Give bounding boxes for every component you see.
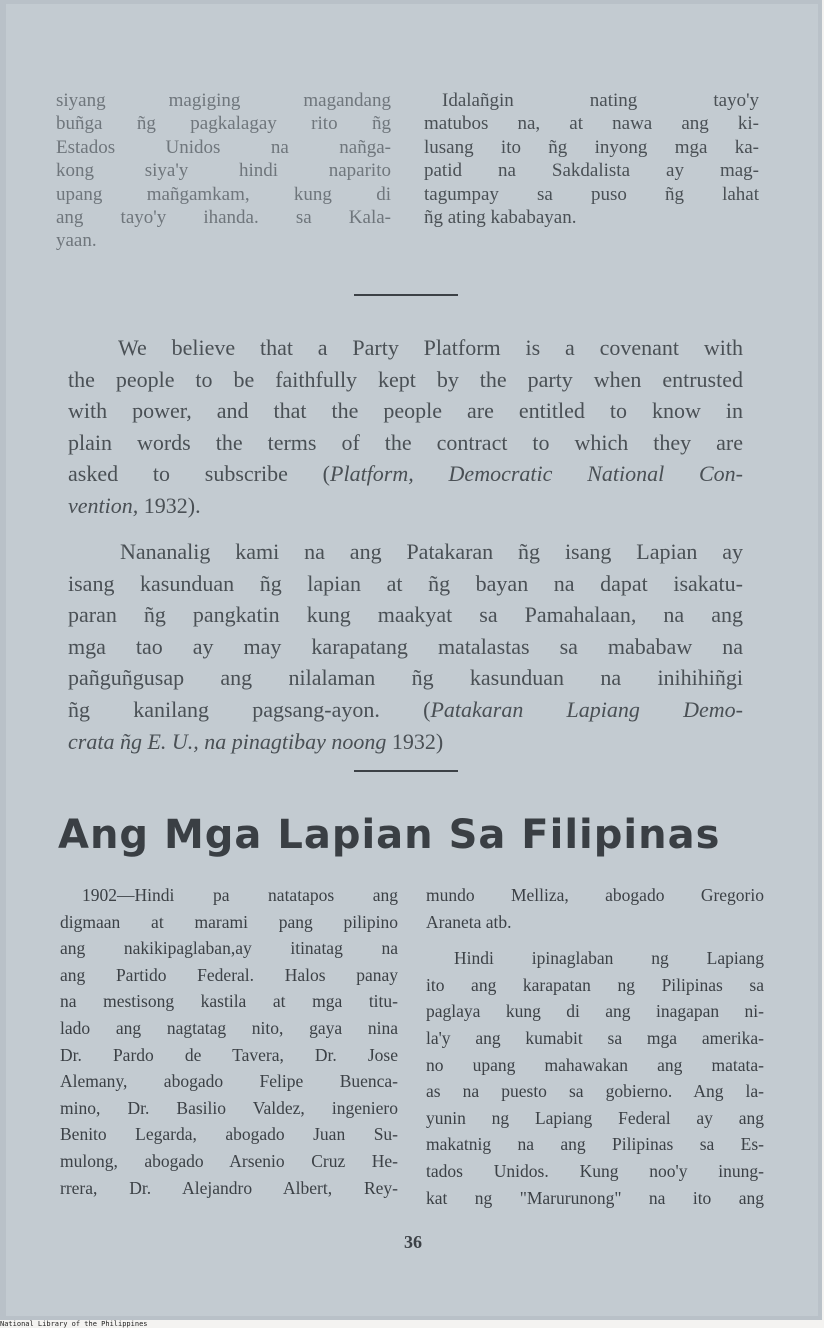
text-line: mga tao ay may karapatang matalastas sa mababaw na (68, 633, 743, 659)
article-heading: Ang Mga Lapian Sa Filipinas (58, 812, 721, 858)
citation-text: crata ñg E. U., na pinagtibay noong (68, 728, 387, 754)
text-line: ang Partido Federal. Halos panay (60, 964, 398, 985)
text-line: makatnig na ang Pilipinas sa Es- (426, 1134, 764, 1155)
text-line: Hindi ipinaglaban ng Lapiang (454, 948, 764, 969)
text-line: Estados Unidos na nañga- (56, 136, 391, 158)
text-line: Idalañgin nating tayo'y (442, 90, 759, 111)
text-line: mino, Dr. Basilio Valdez, ingeniero (60, 1097, 398, 1118)
text-line: Benito Legarda, abogado Juan Su- (60, 1124, 398, 1145)
top-left-column (56, 89, 391, 253)
text-line: yaan. (56, 230, 97, 252)
text-line: with power, and that the people are entitled to know in (68, 398, 743, 424)
text-line: Araneta atb. (426, 911, 512, 932)
text-line: mulong, abogado Arsenio Cruz He- (60, 1150, 398, 1171)
text-line: plain words the terms of the contract to which they are (68, 429, 743, 455)
text-line: paran ñg pangkatin kung maakyat sa Pamahalaan, na ang (68, 602, 743, 628)
text-line: tados Unidos. Kung noo'y inung- (426, 1160, 764, 1181)
text-line: digmaan at marami pang pilipino (60, 911, 398, 932)
text-span: asked to subscribe ( (68, 461, 331, 487)
text-line (68, 726, 743, 758)
text-line: ang tayo'y ihanda. sa Kala- (56, 207, 391, 229)
library-footer: National Library of the Philippines (0, 1320, 148, 1328)
text-line: ñg ating kababayan. (424, 207, 577, 229)
text-line: Dr. Pardo de Tavera, Dr. Jose (60, 1044, 398, 1065)
text-line: isang kasunduan ñg lapian at ñg bayan na dapat isakatu- (68, 570, 743, 596)
text-line: mundo Melliza, abogado Gregorio (426, 885, 764, 905)
text-line: lado ang nagtatag nito, gaya nina (60, 1017, 398, 1038)
text-line: upang mañgamkam, kung di (56, 183, 391, 205)
text-line: lusang ito ñg inyong mga ka- (424, 136, 759, 158)
text-line: the people to be faithfully kept by the party when entrusted (68, 366, 743, 392)
citation-text: Platform, Democratic National Con- (330, 461, 743, 487)
text-line: as na puesto sa gobierno. Ang la- (426, 1081, 764, 1102)
text-span: 1932). (138, 492, 201, 518)
text-line: kat ng "Marurunong" na ito ang (426, 1187, 764, 1208)
text-line: la'y ang kumabit sa mga amerika- (426, 1027, 764, 1048)
english-quote-paragraph (68, 332, 743, 522)
bottom-left-column (60, 882, 398, 1201)
text-line: Nananalig kami na ang Patakaran ñg isang Lapian ay (120, 539, 743, 564)
text-line: no upang mahawakan ang matata- (426, 1054, 764, 1075)
text-line: yunin ng Lapiang Federal ay ang (426, 1107, 764, 1128)
citation-text: Patakaran Lapiang Demo- (430, 696, 744, 722)
text-line (68, 694, 743, 726)
text-line (68, 458, 743, 490)
tagalog-quote-paragraph (68, 536, 743, 757)
text-line: tagumpay sa puso ñg lahat (424, 183, 759, 205)
text-line: ang nakikipaglaban,ay itinatag na (60, 938, 398, 959)
magazine-page (6, 4, 818, 1316)
text-line: paglaya kung di ang inagapan ni- (426, 1001, 764, 1022)
section-divider (354, 770, 458, 772)
section-divider (354, 294, 458, 296)
top-right-column (424, 89, 759, 229)
text-line: pañguñgusap ang nilalaman ñg kasunduan na inihihiñgi (68, 665, 743, 691)
text-span: ñg kanilang pagsang-ayon. ( (68, 696, 431, 722)
text-line: ito ang karapatan ng Pilipinas sa (426, 974, 764, 995)
citation-text: vention, (68, 492, 139, 518)
text-line: buñga ñg pagkalagay rito ñg (56, 113, 391, 135)
text-line: Alemany, abogado Felipe Buenca- (60, 1071, 398, 1092)
text-span: 1932) (386, 728, 444, 754)
text-line: patid na Sakdalista ay mag- (424, 160, 759, 182)
paragraph-gap (426, 935, 764, 945)
text-line: matubos na, at nawa ang ki- (424, 113, 759, 135)
text-line: 1902—Hindi pa natatapos ang (82, 885, 398, 905)
text-line: na mestisong kastila at mga titu- (60, 991, 398, 1012)
text-line: rrera, Dr. Alejandro Albert, Rey- (60, 1177, 398, 1198)
text-line: kong siya'y hindi naparito (56, 160, 391, 182)
text-line (68, 490, 743, 522)
page-number: 36 (404, 1232, 422, 1252)
text-line: siyang magiging magandang (56, 90, 391, 111)
text-line: We believe that a Party Platform is a covenant with (118, 335, 743, 360)
bottom-right-column (426, 882, 764, 1211)
